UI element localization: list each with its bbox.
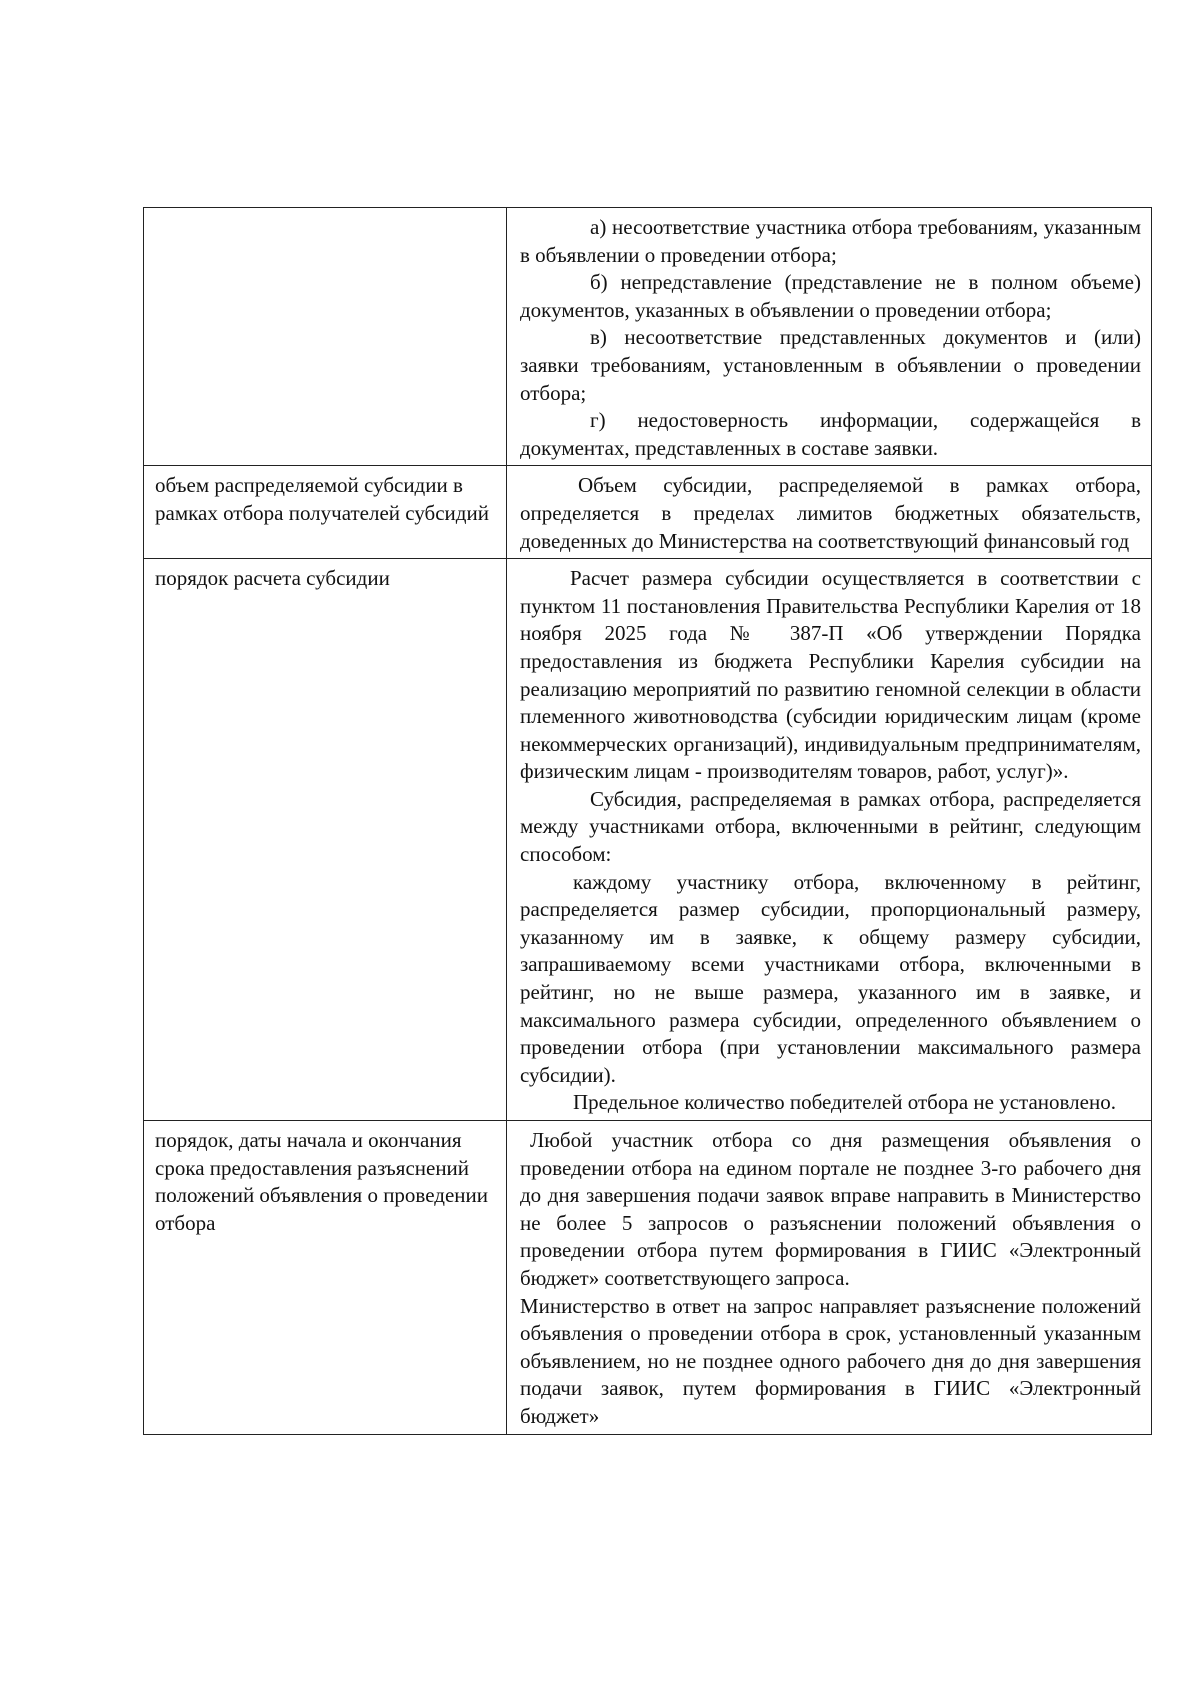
paragraph: Министерство в ответ на запрос направляет разъяснение положений объявления о проведении отбора в срок, установленный указанным объявлением, но не позднее одного рабочего дня до дня завершения подачи заявок, путем формирования в ГИИС «Электронный бюджет» xyxy=(520,1293,1141,1428)
table-row xyxy=(144,1121,1152,1435)
paragraph: Субсидия, распределяемая в рамках отбора, распределяется между участниками отбора, включенными в рейтинг, следующим способом: xyxy=(520,786,1141,867)
row-content xyxy=(507,1121,1152,1435)
paragraph: б) непредставление (представление не в полном объеме) документов, указанных в объявлении о проведении отбора; xyxy=(520,270,1141,322)
paragraph: г) недостоверность информации, содержащейся в документах, представленных в составе заявки. xyxy=(520,408,1141,460)
table-row xyxy=(144,208,1152,466)
paragraph: Объем субсидии, распределяемой в рамках отбора, определяется в пределах лимитов бюджетных обязательств, доведенных до Министерства на соответствующий финансовый год xyxy=(520,473,1141,553)
row-content xyxy=(507,208,1152,466)
row-label: объем распределяемой субсидии в рамках отбора получателей субсидий xyxy=(144,466,507,559)
paragraph: Любой участник отбора со дня размещения объявления о проведении отбора на едином портале не позднее 3-го рабочего дня до дня завершения подачи заявок вправе направить в Министерство не более 5 запросов о разъяснении положений объявления о проведении отбора путем формирования в ГИИС «Электронный бюджет» соответствующего запроса. xyxy=(520,1128,1141,1290)
paragraph: а) несоответствие участника отбора требованиям, указанным в объявлении о проведении отбора; xyxy=(520,215,1141,267)
row-label xyxy=(144,208,507,466)
row-content xyxy=(507,466,1152,559)
paragraph: в) несоответствие представленных документов и (или) заявки требованиям, установленным в объявлении о проведении отбора; xyxy=(520,325,1141,405)
paragraph: Предельное количество победителей отбора не установлено. xyxy=(573,1090,1116,1115)
paragraph: Расчет размера субсидии осуществляется в соответствии с пунктом 11 постановления Правительства Республики Карелия от 18 ноября 2025 года № 387-П «Об утверждении Порядка предоставления из бюджета Республики Карелия субсидии на реализацию мероприятий по развитию геномной селекции в области племенного животноводства (субсидии юридическим лицам (кроме некоммерческих организаций), индивидуальным предпринимателям, физическим лицам - производителям товаров, работ, услуг)». xyxy=(520,566,1141,784)
paragraph: каждому участнику отбора, включенному в рейтинг, распределяется размер субсидии, пропорциональный размеру, указанному им в заявке, к общему размеру субсидии, запрашиваемому всеми участниками отбора, включенными в рейтинг, но не выше размера, указанного им в заявке, и максимального размера субсидии, определенного объявлением о проведении отбора (при установлении максимального размера субсидии). xyxy=(520,869,1141,1087)
row-content xyxy=(507,559,1152,1121)
announcement-table xyxy=(143,207,1152,1435)
table-row xyxy=(144,559,1152,1121)
row-label: порядок, даты начала и окончания срока предоставления разъяснений положений объявления о проведении отбора xyxy=(144,1121,507,1435)
row-label: порядок расчета субсидии xyxy=(144,559,507,1121)
table-row xyxy=(144,466,1152,559)
